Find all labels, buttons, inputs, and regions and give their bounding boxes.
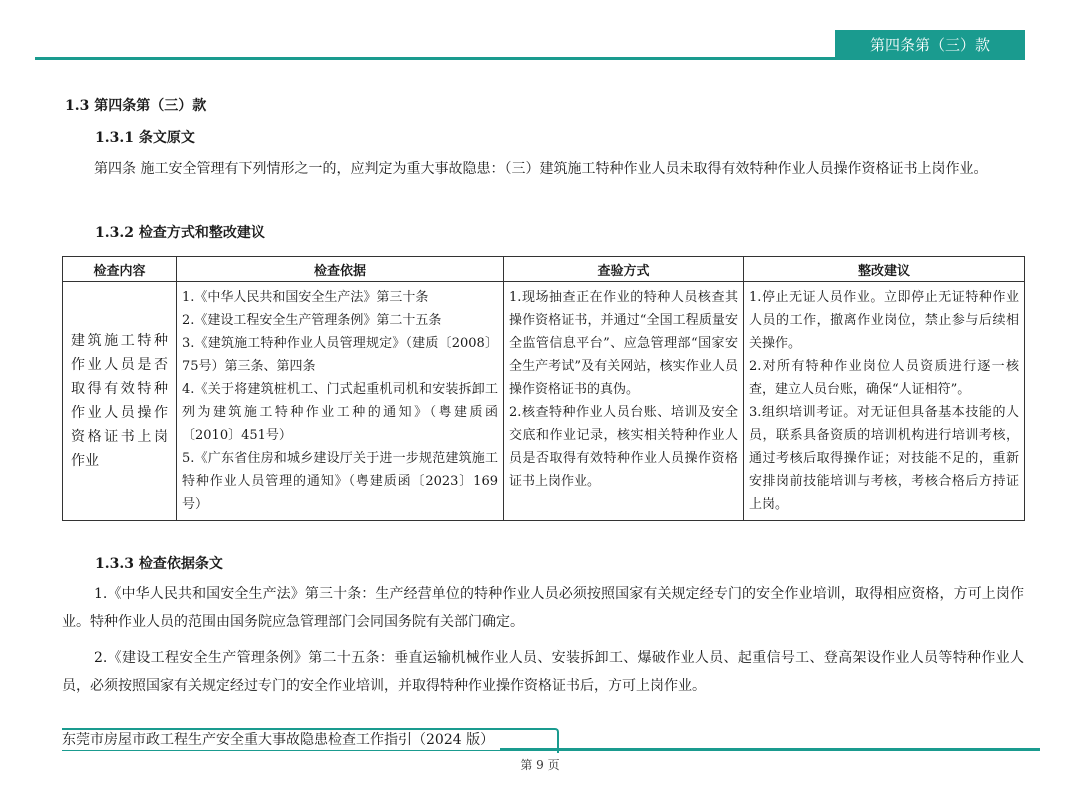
method-item: 2.核查特种作业人员台账、培训及安全交底和作业记录，核实相关特种作业人员是否取得有效特种作业人员操作资格证书上岗作业。 — [509, 405, 738, 489]
advice-item: 3.组织培训考证。对无证但具备基本技能的人员，联系具备资质的培训机构进行培训考核，通过考核后取得操作证；对技能不足的，重新安排岗前技能培训与考核，考核合格后方持证上岗。 — [749, 405, 1019, 512]
basis-item: 1.《中华人民共和国安全生产法》第三十条 — [182, 290, 429, 305]
basis-paragraph-1: 1.《中华人民共和国安全生产法》第三十条：生产经营单位的特种作业人员必须按照国家有关规定经专门的安全作业培训，取得相应资格，方可上岗作业。特种作业人员的范围由国务院应急管理部门会同国务院有关部门确定。 — [62, 586, 1024, 630]
header-cell-content: 检查内容 — [63, 257, 177, 282]
section-title: 1.3 第四条第（三）款 — [65, 98, 207, 114]
basis-item: 5.《广东省住房和城乡建设厅关于进一步规范建筑施工特种作业人员管理的通知》（粤建质函〔2023〕169号） — [182, 451, 498, 512]
advice-item: 1.停止无证人员作业。立即停止无证特种作业人员的工作，撤离作业岗位，禁止参与后续相关操作。 — [749, 290, 1019, 351]
footer-guide-title: 东莞市房屋市政工程生产安全重大事故隐患检查工作指引（2024 版） — [62, 731, 500, 750]
table-header-row — [63, 257, 1025, 282]
inspection-table — [62, 256, 1025, 521]
method-item: 1.现场抽查正在作业的特种人员核查其操作资格证书，并通过“全国工程质量安全监管信息平台”、应急管理部“国家安全生产考试”及有关网站，核实作业人员操作资格证书的真伪。 — [509, 290, 738, 397]
original-text-paragraph: 第四条 施工安全管理有下列情形之一的，应判定为重大事故隐患：（三）建筑施工特种作业人员未取得有效特种作业人员操作资格证书上岗作业。 — [94, 161, 988, 177]
cell-rectification-advice — [744, 282, 1025, 521]
basis-item: 2.《建设工程安全生产管理条例》第二十五条 — [182, 313, 442, 328]
header-cell-method: 查验方式 — [504, 257, 744, 282]
cell-check-basis — [177, 282, 504, 521]
basis-item: 4.《关于将建筑桩机工、门式起重机司机和安装拆卸工列为建筑施工特种作业工种的通知》（粤建质函〔2010〕451号） — [182, 382, 498, 443]
method-heading: 1.3.2 检查方式和整改建议 — [95, 225, 265, 241]
page-number: 第 9 页 — [520, 758, 560, 772]
header-cell-basis: 检查依据 — [177, 257, 504, 282]
cell-check-method — [504, 282, 744, 521]
basis-item: 3.《建筑施工特种作业人员管理规定》（建质〔2008〕75号）第三条、第四条 — [182, 336, 498, 374]
original-text-heading: 1.3.1 条文原文 — [95, 130, 195, 146]
cell-check-content: 建筑施工特种作业人员是否取得有效特种作业人员操作资格证书上岗作业 — [63, 282, 177, 521]
advice-item: 2.对所有特种作业岗位人员资质进行逐一核查，建立人员台账，确保“人证相符”。 — [749, 359, 1019, 397]
basis-heading: 1.3.3 检查依据条文 — [95, 556, 223, 572]
header-section-tab: 第四条第（三）款 — [835, 30, 1025, 60]
table-row — [63, 282, 1025, 521]
header-cell-advice: 整改建议 — [744, 257, 1025, 282]
basis-paragraph-2: 2.《建设工程安全生产管理条例》第二十五条：垂直运输机械作业人员、安装拆卸工、爆破作业人员、起重信号工、登高架设作业人员等特种作业人员，必须按照国家有关规定经过专门的安全作业培训，并取得特种作业操作资格证书后，方可上岗作业。 — [62, 650, 1024, 694]
